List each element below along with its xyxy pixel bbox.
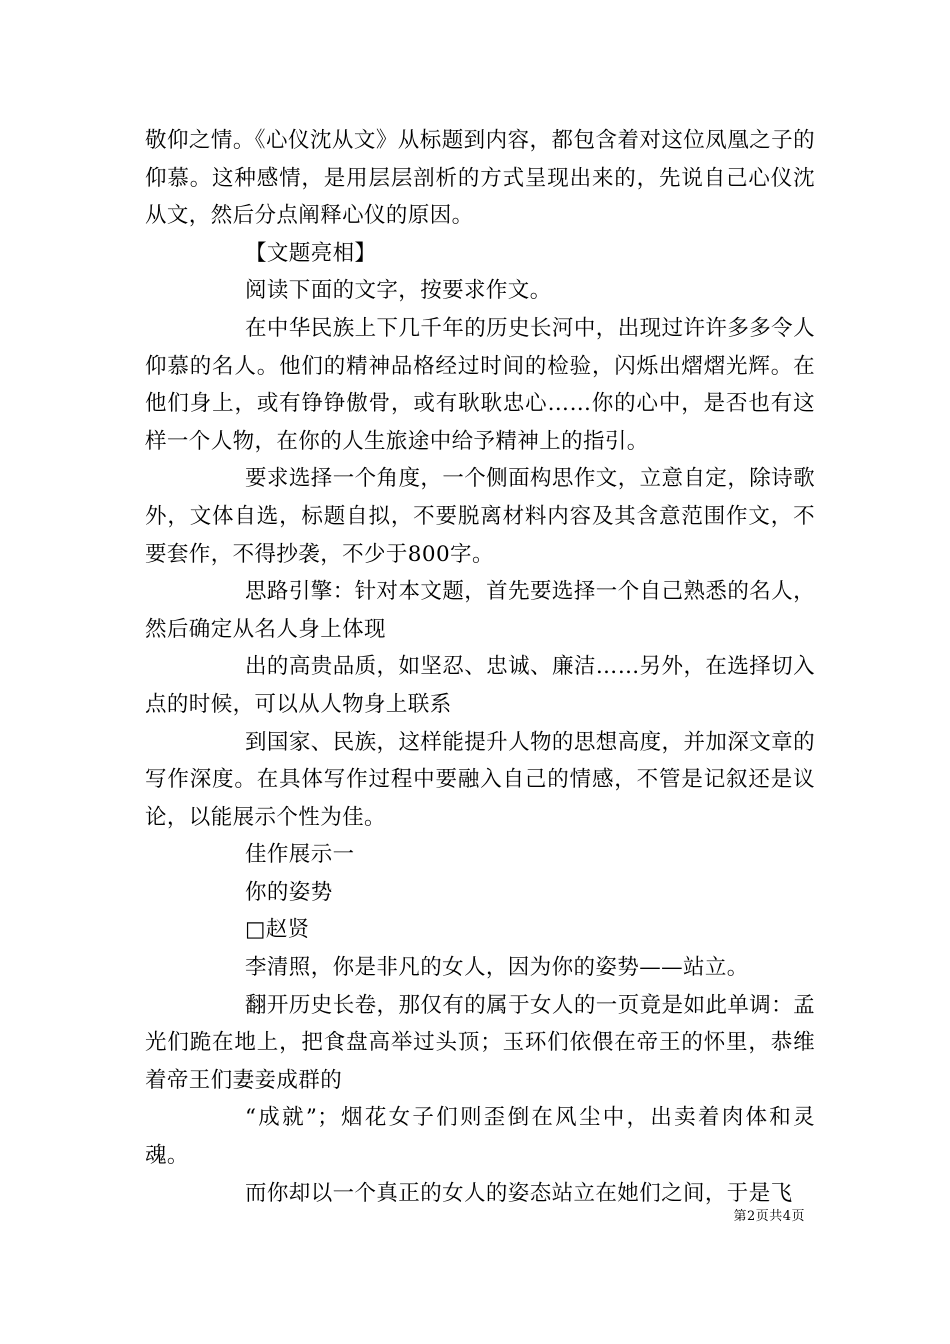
paragraph: 你的姿势 — [245, 879, 333, 905]
page-number-label: 第2页共4页 — [733, 1209, 805, 1224]
paragraph: 要求选择一个角度，一个侧面构思作文，立意自定，除诗歌外，文体自选，标题自拟，不要脱离材料内容及其含意范围作文，不要套作，不得抄袭，不少于800字。 — [145, 466, 815, 567]
paragraph: 而你却以一个真正的女人的姿态站立在她们之间，于是飞 — [245, 1180, 793, 1206]
document-body — [145, 122, 815, 1212]
paragraph: 佳作展示一 — [245, 842, 355, 868]
paragraph: “成就”；烟花女子们则歪倒在风尘中，出卖着肉体和灵魂。 — [145, 1105, 815, 1169]
page-footer — [733, 1205, 805, 1224]
paragraph: 思路引擎：针对本文题，首先要选择一个自己熟悉的名人，然后确定从名人身上体现 — [145, 579, 815, 642]
paragraph: 李清照，你是非凡的女人，因为你的姿势——站立。 — [245, 955, 749, 981]
paragraph: 翻开历史长卷，那仅有的属于女人的一页竟是如此单调：孟光们跪在地上，把食盘高举过头顶；玉环们依偎在帝王的怀里，恭维着帝王们妻妾成群的 — [145, 992, 815, 1093]
paragraph: 在中华民族上下几千年的历史长河中，出现过许许多多令人仰慕的名人。他们的精神品格经过时间的检验，闪烁出熠熠光辉。在他们身上，或有铮铮傲骨，或有耿耿忠心……你的心中，是否也有这样一个人物，在你的人生旅途中给予精神上的指引。 — [145, 315, 815, 454]
paragraph: 出的高贵品质，如坚忍、忠诚、廉洁……另外，在选择切入点的时候，可以从人物身上联系 — [145, 654, 815, 717]
paragraph: □赵贤 — [245, 917, 310, 943]
paragraph: 阅读下面的文字，按要求作文。 — [245, 278, 552, 304]
paragraph: 【文题亮相】 — [245, 240, 377, 266]
paragraph: 到国家、民族，这样能提升人物的思想高度，并加深文章的写作深度。在具体写作过程中要融入自己的情感，不管是记叙还是议论，以能展示个性为佳。 — [145, 729, 815, 830]
paragraph: 敬仰之情。《心仪沈从文》从标题到内容，都包含着对这位凤凰之子的仰慕。这种感情，是用层层剖析的方式呈现出来的，先说自己心仪沈从文，然后分点阐释心仪的原因。 — [145, 128, 815, 229]
